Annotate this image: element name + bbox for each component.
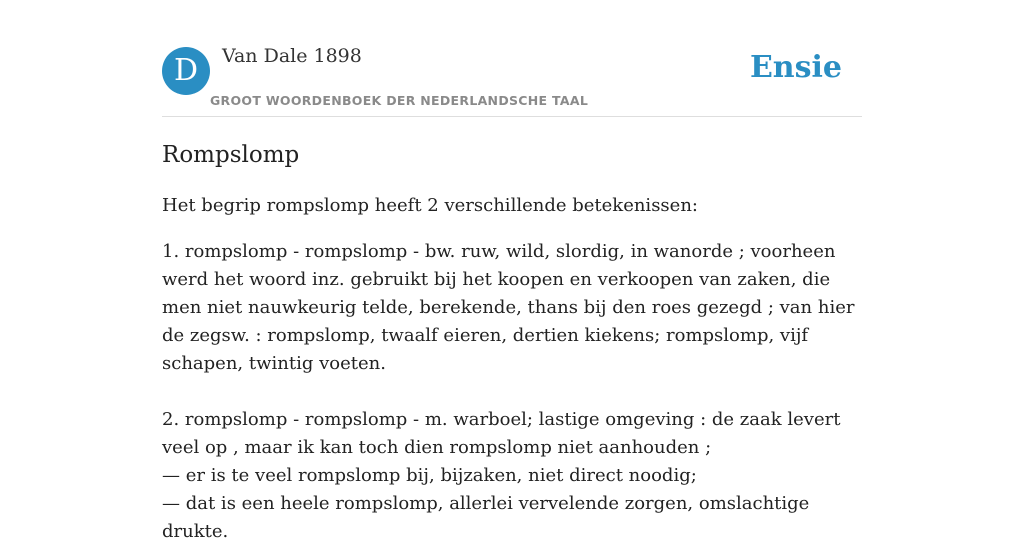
header (162, 0, 862, 117)
definition-2-line: 2. rompslomp - rompslomp - m. warboel; lastige omgeving : de zaak levert veel op , maar ik kan toch dien rompslomp niet aanhouden ; (162, 409, 841, 458)
source-logo-icon[interactable]: D (162, 47, 210, 95)
source-title[interactable]: Van Dale 1898 (222, 45, 362, 67)
entry-content (162, 138, 862, 546)
definition-2-line: — er is te veel rompslomp bij, bijzaken, niet direct noodig; (162, 465, 697, 486)
entry-intro: Het begrip rompslomp heeft 2 verschillende betekenissen: (162, 195, 698, 216)
source-subtitle: GROOT WOORDENBOEK DER NEDERLANDSCHE TAAL (210, 93, 589, 108)
definition-2-line: — dat is een heele rompslomp, allerlei vervelende zorgen, omslachtige drukte. (162, 493, 810, 542)
definition-1: 1. rompslomp - rompslomp - bw. ruw, wild, slordig, in wanorde ; voorheen werd het woord inz. gebruikt bij het koopen en verkoopen van zaken, die men niet nauwkeurig telde, berekende, thans bij den roes gezegd ; van hier de zegsw. : rompslomp, twaalf eieren, dertien kiekens; rompslomp, vijf schapen, twintig voeten. (162, 241, 855, 374)
definition-2 (162, 406, 862, 546)
brand-logo-link[interactable]: Ensie (749, 50, 842, 85)
page-title: Rompslomp (162, 142, 300, 168)
